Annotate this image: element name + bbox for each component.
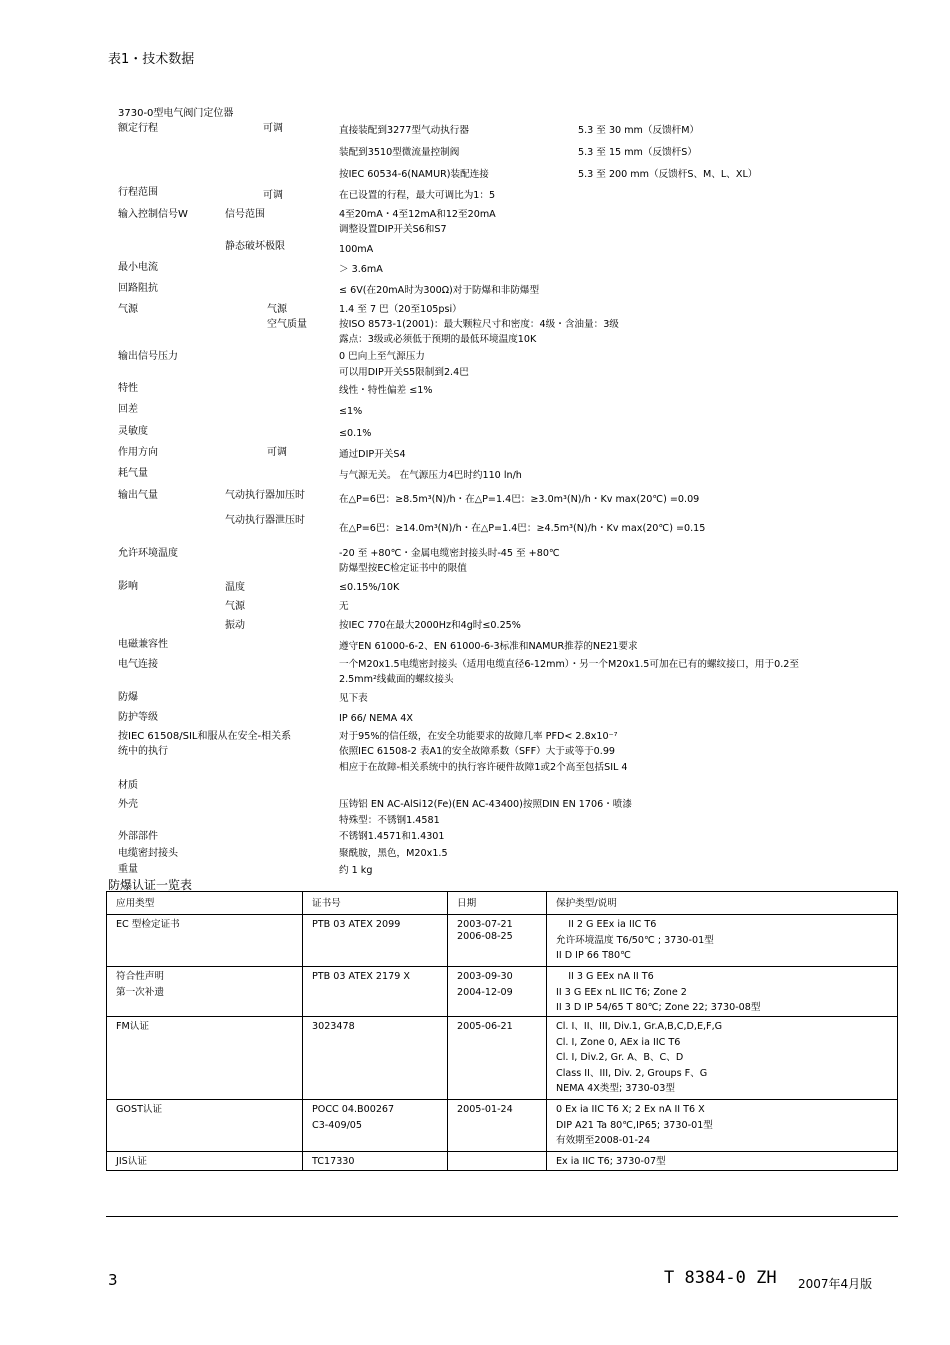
cell-cert: POCC 04.B00267 C3-409/05 bbox=[303, 1100, 448, 1152]
spec-label: 影响 bbox=[118, 581, 138, 592]
spec-value: 按ISO 8573-1(2001)：最大颗粒尺寸和密度：4级・含油量：3级 bbox=[339, 319, 619, 330]
spec-value: 对于95%的信任级，在安全功能要求的故障几率 PFD< 2.8x10⁻⁷ bbox=[339, 731, 618, 742]
cell-type: FM认证 bbox=[107, 1017, 303, 1100]
spec-label: 防护等级 bbox=[118, 712, 158, 723]
spec-label: 输出气量 bbox=[118, 490, 158, 501]
spec-label: 材质 bbox=[118, 780, 138, 791]
spec-value: 在△P=6巴：≥14.0m³(N)/h・在△P=1.4巴：≥4.5m³(N)/h・Kv max(20℃) =0.15 bbox=[339, 523, 706, 534]
cell-protection: Cl. I、II、III, Div.1, Gr.A,B,C,D,E,F,G Cl. I, Zone 0, AEx ia IIC T6 Cl. I, Div.2, Gr. A、B、C、D Class II、III, Div. 2, Groups F、G NEMA 4X类型; 3730-03型 bbox=[547, 1017, 898, 1100]
spec-sub: 可调 bbox=[267, 447, 287, 458]
spec-label: 回差 bbox=[118, 404, 138, 415]
spec-value: 直接装配到3277型气动执行器 bbox=[339, 125, 469, 136]
spec-value: 在已设置的行程，最大可调比为1：5 bbox=[339, 190, 496, 201]
spec-sub: 气动执行器泄压时 bbox=[225, 515, 305, 526]
page-title: 表1・技术数据 bbox=[108, 52, 195, 67]
spec-value: 按IEC 60534-6(NAMUR)装配连接 bbox=[339, 169, 489, 180]
document-code: T 8384-0 ZH bbox=[664, 1268, 777, 1288]
spec-value: 5.3 至 15 mm（反馈杆S） bbox=[578, 147, 697, 158]
spec-sub: 气源 bbox=[267, 304, 287, 315]
spec-value: ≤1% bbox=[339, 406, 363, 417]
spec-label: 电缆密封接头 bbox=[118, 848, 178, 859]
spec-label: 特性 bbox=[118, 383, 138, 394]
spec-value: ≤ 6V(在20mA时为300Ω)对于防爆和非防爆型 bbox=[339, 285, 540, 296]
table-header-row bbox=[107, 892, 898, 915]
column-header-protection: 保护类型/说明 bbox=[547, 892, 898, 915]
footer-divider bbox=[106, 1216, 898, 1217]
cell-type: 符合性声明 第一次补遗 bbox=[107, 967, 303, 1017]
ex-certification-table bbox=[106, 891, 898, 1171]
spec-value: ＞ 3.6mA bbox=[339, 264, 383, 275]
cell-date: 2003-07-21 2006-08-25 bbox=[448, 915, 547, 967]
spec-label: 作用方向 bbox=[118, 447, 158, 458]
spec-sub: 可调 bbox=[263, 123, 283, 134]
cell-date: 2003-09-30 2004-12-09 bbox=[448, 967, 547, 1017]
spec-value: 见下表 bbox=[339, 693, 368, 704]
cell-date: 2005-01-24 bbox=[448, 1100, 547, 1152]
spec-value: 无 bbox=[339, 601, 349, 612]
spec-label: 耗气量 bbox=[118, 468, 148, 479]
spec-label: 电磁兼容性 bbox=[118, 639, 168, 650]
spec-sub: 振动 bbox=[225, 620, 245, 631]
spec-sub: 气动执行器加压时 bbox=[225, 490, 305, 501]
column-header-date: 日期 bbox=[448, 892, 547, 915]
spec-sub: 气源 bbox=[225, 601, 245, 612]
spec-label: 行程范围 bbox=[118, 187, 158, 198]
cell-type: JIS认证 bbox=[107, 1152, 303, 1171]
spec-label: 灵敏度 bbox=[118, 426, 148, 437]
spec-value: 装配到3510型微流量控制阀 bbox=[339, 147, 460, 158]
spec-value: 通过DIP开关S4 bbox=[339, 449, 406, 460]
spec-value: 5.3 至 30 mm（反馈杆M） bbox=[578, 125, 700, 136]
spec-label: 允许环境温度 bbox=[118, 548, 178, 559]
spec-label: 输入控制信号W bbox=[118, 209, 188, 220]
cell-protection: II 2 G EEx ia IIC T6 允许环境温度 T6/50℃ ; 3730-01型 II D IP 66 T80℃ bbox=[547, 915, 898, 967]
spec-value: 压铸铝 EN AC-AlSi12(Fe)(EN AC-43400)按照DIN EN 1706・喷漆 bbox=[339, 799, 632, 810]
edition-date: 2007年4月版 bbox=[798, 1277, 873, 1291]
cell-protection: II 3 G EEx nA II T6 II 3 G EEx nL IIC T6; Zone 2 II 3 D IP 54/65 T 80℃; Zone 22; 3730-08型 bbox=[547, 967, 898, 1017]
spec-label: 防爆 bbox=[118, 692, 138, 703]
spec-label: 回路阻抗 bbox=[118, 283, 158, 294]
spec-value: 露点：3级或必须低于预期的最低环境温度10K bbox=[339, 334, 537, 345]
cell-date: 2005-06-21 bbox=[448, 1017, 547, 1100]
spec-value: 按IEC 770在最大2000Hz和4g时≤0.25% bbox=[339, 620, 521, 631]
cell-date bbox=[448, 1152, 547, 1171]
spec-value: IP 66/ NEMA 4X bbox=[339, 713, 413, 724]
spec-value: ≤0.15%/10K bbox=[339, 582, 400, 593]
spec-value: 100mA bbox=[339, 244, 374, 255]
spec-value: 相应于在故障-相关系统中的执行容许硬件故障1或2个高至包括SIL 4 bbox=[339, 762, 628, 773]
spec-value: 约 1 kg bbox=[339, 865, 373, 876]
spec-value: 特殊型：不锈钢1.4581 bbox=[339, 815, 440, 826]
product-name: 3730-0型电气阀门定位器 bbox=[118, 108, 234, 119]
column-header-cert: 证书号 bbox=[303, 892, 448, 915]
spec-value: 4至20mA・4至12mA和12至20mA bbox=[339, 209, 496, 220]
spec-value: 调整设置DIP开关S6和S7 bbox=[339, 224, 447, 235]
spec-label: 按IEC 61508/SIL和服从在安全-相关系 bbox=[118, 731, 292, 742]
spec-sub: 空气质量 bbox=[267, 319, 307, 330]
cell-cert: TC17330 bbox=[303, 1152, 448, 1171]
spec-value: 2.5mm²线截面的螺纹接头 bbox=[339, 674, 454, 685]
table-row bbox=[107, 1017, 898, 1100]
spec-value: 不锈钢1.4571和1.4301 bbox=[339, 831, 445, 842]
cell-protection: 0 Ex ia IIC T6 X; 2 Ex nA II T6 X DIP A21 Ta 80℃,IP65; 3730-01型 有效期至2008-01-24 bbox=[547, 1100, 898, 1152]
spec-sub: 可调 bbox=[263, 190, 283, 201]
page-number: 3 bbox=[108, 1271, 118, 1289]
spec-label: 电气连接 bbox=[118, 659, 158, 670]
spec-sub: 信号范围 bbox=[225, 209, 265, 220]
table-row bbox=[107, 915, 898, 967]
spec-label: 重量 bbox=[118, 864, 138, 875]
spec-value: 依照IEC 61508-2 表A1的安全故障系数（SFF）大于或等于0.99 bbox=[339, 746, 616, 757]
spec-value: -20 至 +80℃・金属电缆密封接头时-45 至 +80℃ bbox=[339, 548, 560, 559]
table-row bbox=[107, 1152, 898, 1171]
spec-value: 可以用DIP开关S5限制到2.4巴 bbox=[339, 367, 469, 378]
spec-label: 外壳 bbox=[118, 799, 138, 810]
spec-sub: 静态破坏极限 bbox=[225, 241, 285, 252]
spec-value: 0 巴向上至气源压力 bbox=[339, 351, 425, 362]
cell-type: GOST认证 bbox=[107, 1100, 303, 1152]
spec-label: 外部部件 bbox=[118, 831, 158, 842]
table-row bbox=[107, 967, 898, 1017]
cell-cert: PTB 03 ATEX 2179 X bbox=[303, 967, 448, 1017]
table-row bbox=[107, 1100, 898, 1152]
cell-cert: PTB 03 ATEX 2099 bbox=[303, 915, 448, 967]
spec-value: 防爆型按EC检定证书中的限值 bbox=[339, 563, 467, 574]
spec-label: 统中的执行 bbox=[118, 746, 168, 757]
spec-sub: 温度 bbox=[225, 582, 245, 593]
ex-table-title: 防爆认证一览表 bbox=[108, 878, 193, 892]
cell-cert: 3023478 bbox=[303, 1017, 448, 1100]
spec-value: 线性・特性偏差 ≤1% bbox=[339, 385, 433, 396]
spec-value: 5.3 至 200 mm（反馈杆S、M、L、XL） bbox=[578, 169, 758, 180]
spec-value: ≤0.1% bbox=[339, 428, 372, 439]
column-header-type: 应用类型 bbox=[107, 892, 303, 915]
spec-value: 聚酰胺，黑色，M20x1.5 bbox=[339, 848, 448, 859]
spec-value: 在△P=6巴：≥8.5m³(N)/h・在△P=1.4巴：≥3.0m³(N)/h・Kv max(20℃) =0.09 bbox=[339, 494, 700, 505]
spec-label: 气源 bbox=[118, 304, 138, 315]
cell-protection: Ex ia IIC T6; 3730-07型 bbox=[547, 1152, 898, 1171]
spec-label: 最小电流 bbox=[118, 262, 158, 273]
spec-label: 额定行程 bbox=[118, 123, 158, 134]
spec-label: 输出信号压力 bbox=[118, 351, 178, 362]
spec-value: 遵守EN 61000-6-2、EN 61000-6-3标准和NAMUR推荐的NE21要求 bbox=[339, 641, 638, 652]
cell-type: EC 型检定证书 bbox=[107, 915, 303, 967]
spec-value: 与气源无关。 在气源压力4巴时约110 ln/h bbox=[339, 470, 522, 481]
spec-value: 一个M20x1.5电缆密封接头（适用电缆直径6-12mm）・另一个M20x1.5可加在已有的螺纹接口，用于0.2至 bbox=[339, 659, 799, 670]
spec-value: 1.4 至 7 巴（20至105psi） bbox=[339, 304, 462, 315]
